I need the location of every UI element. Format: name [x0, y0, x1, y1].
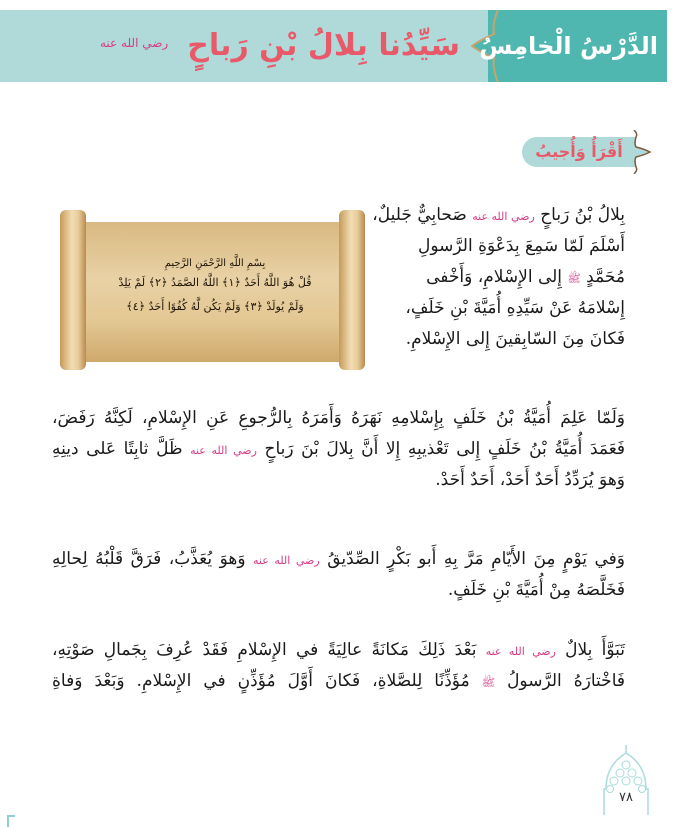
page-number: ٧٨: [619, 790, 633, 805]
honorific-radiallahu-anhu-icon: رضي الله عنه: [253, 554, 320, 567]
text-line: وَلَمّا عَلِمَ أُمَيَّةُ بْنُ خَلَفٍ بِإِسْلامِهِ نَهَرَهُ وَأَمَرَهُ بِالرُّجوعِ عَنِ الإِسْلامِ، لَكِنَّهُ رَفَضَ،: [52, 408, 625, 428]
scroll-paper: [82, 222, 344, 362]
honorific-salallahu-alayhi-icon: ﷺ: [567, 272, 581, 285]
text-segment: تَبَوَّأَ بِلالٌ: [565, 640, 626, 660]
text-segment: وَفي يَوْمٍ مِنَ الأَيّامِ مَرَّ بِهِ أَبو بَكْرٍ الصِّدّيقُ: [327, 549, 625, 569]
text-segment: فَعَمَدَ أُمَيَّةُ بْنُ خَلَفٍ إِلى تَعْذيبِهِ إِلا أَنَّ بِلالَ بْنَ رَباحٍ: [264, 439, 626, 459]
text-line: أَسْلَمَ لَمّا سَمِعَ بِدَعْوَةِ الرَّسولِ: [418, 236, 625, 256]
text-segment: إِلى الإِسْلامِ، وَأَخْفى: [426, 267, 563, 287]
ayah-line-2: وَلَمْ يُولَدْ ﴿٣﴾ وَلَمْ يَكُن لَّهُ كُفُوًا أَحَدٌ ﴿٤﴾: [126, 300, 304, 313]
paragraph-1: [372, 200, 625, 355]
paragraph-4: [52, 635, 625, 697]
text-segment: مُحَمَّدٍ: [586, 267, 625, 287]
text-segment: ظَلَّ ثابِتًا عَلى دينِهِ: [52, 439, 183, 459]
text-line: [52, 544, 625, 575]
basmala-text: بِسْمِ اللَّهِ الرَّحْمَنِ الرَّحِيمِ: [164, 258, 266, 269]
text-line: إِسْلامَهُ عَنْ سَيِّدِهِ أُمَيَّةَ بْنِ خَلَفٍ،: [405, 298, 625, 318]
text-segment: فَاخْتارَهُ الرَّسولُ: [507, 671, 625, 691]
text-line: فَخَلَّصَهُ مِنْ أُمَيَّةَ بْنِ خَلَفٍ.: [447, 580, 625, 600]
text-line: وَهوَ يُرَدِّدُ أَحَدٌ أَحَدْ، أَحَدٌ أَحَدْ.: [435, 470, 625, 490]
paragraph-3: [52, 544, 625, 606]
scroll-roll-left: [60, 210, 86, 370]
lesson-title: سَيِّدُنا بِلالُ بْنِ رَباحٍ: [187, 28, 460, 63]
section-label-read-and-answer: أَقْرَأُ وَأُجيبُ: [522, 137, 636, 167]
honorific-radiallahu-anhu-icon: رضي الله عنه: [485, 645, 556, 658]
text-line: [375, 262, 625, 293]
section-notch-ornament-icon: [630, 130, 652, 174]
text-segment: بَعْدَ ذَلِكَ مَكانَةً عالِيَةً في الإِسْلامِ فَقَدْ عُرِفَ بِجَمالِ صَوْتِهِ،: [52, 640, 477, 660]
page-corner-mark: [7, 815, 15, 827]
ayah-line-1: قُلْ هُوَ اللَّهُ أَحَدٌ ﴿١﴾ اللَّهُ الصَّمَدُ ﴿٢﴾ لَمْ يَلِدْ: [118, 276, 312, 289]
text-segment: مُؤَذِّنًا لِلصَّلاةِ، فَكانَ أَوَّلَ مُؤَذِّنٍ في الإِسْلامِ. وَبَعْدَ وَفاةِ: [52, 671, 470, 691]
honorific-radiallahu-anhu-icon: رضي الله عنه: [100, 36, 169, 50]
text-line: [372, 200, 625, 231]
scroll-roll-right: [339, 210, 365, 370]
honorific-radiallahu-anhu-icon: رضي الله عنه: [472, 210, 535, 223]
paragraph-2: [52, 403, 625, 496]
text-line: فَكانَ مِنَ السّابِقينَ إِلى الإِسْلامِ.: [405, 329, 625, 349]
text-segment: وَهوَ يُعَذَّبُ، فَرَقَّ قَلْبُهُ لِحالِهِ: [52, 549, 246, 569]
text-line: [52, 635, 625, 666]
text-line: [52, 434, 625, 465]
quran-scroll-image: [60, 210, 365, 370]
text-line: [52, 666, 625, 697]
text-segment: بِلالُ بْنُ رَباحٍ: [540, 205, 625, 225]
honorific-radiallahu-anhu-icon: رضي الله عنه: [190, 444, 257, 457]
lesson-number-label: الدَّرْسُ الْخامِسُ: [479, 32, 658, 60]
honorific-salallahu-alayhi-icon: ﷺ: [481, 676, 496, 689]
text-segment: صَحابِيٌّ جَليلٌ،: [372, 205, 467, 225]
